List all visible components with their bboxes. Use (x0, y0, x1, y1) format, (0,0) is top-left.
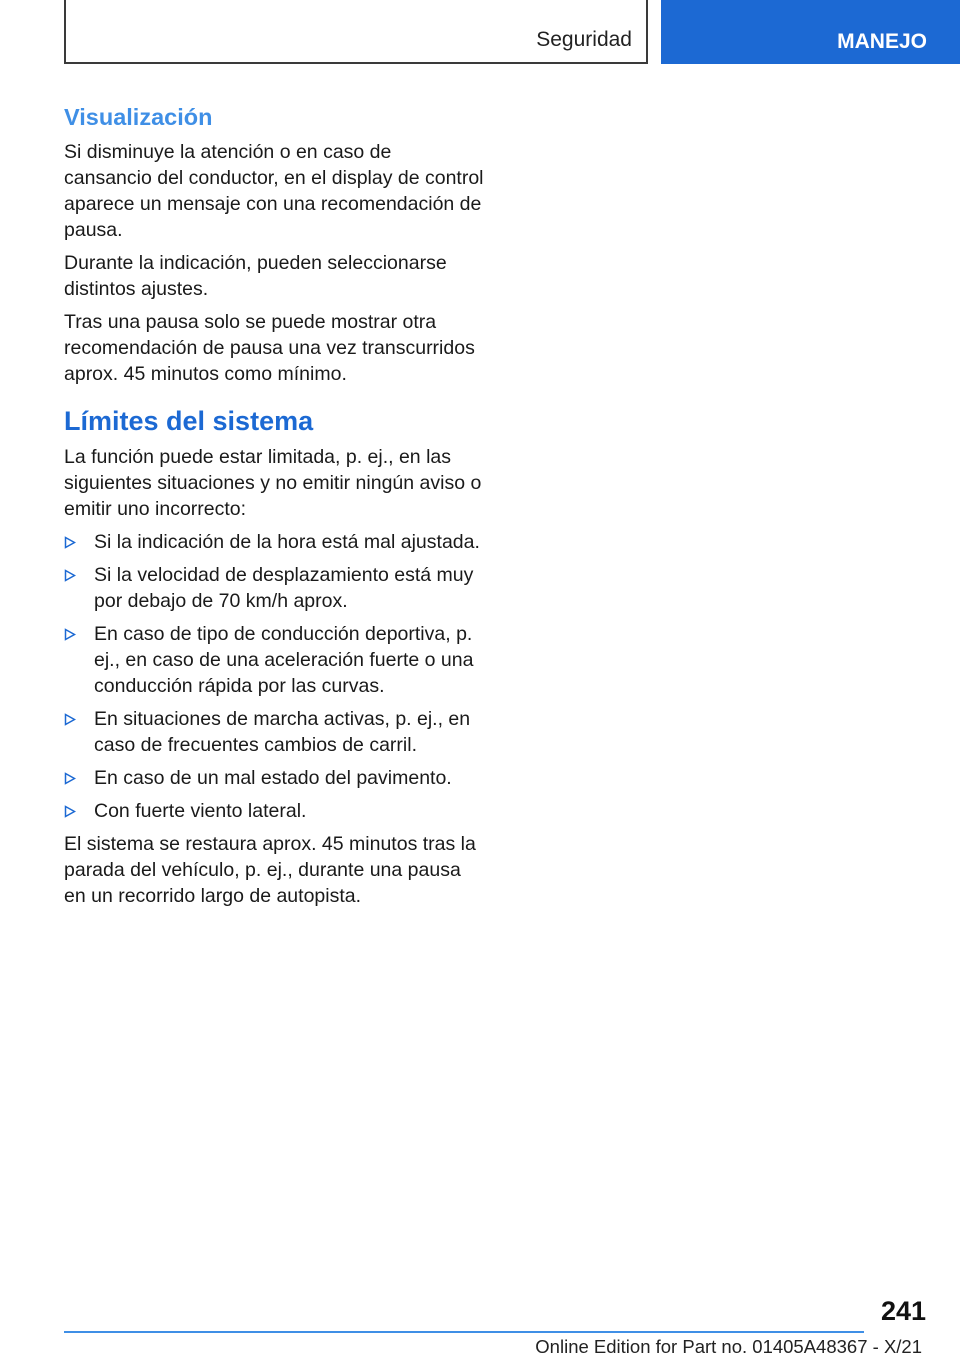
header-chapter-tab[interactable] (661, 0, 960, 64)
section-heading-visualizacion: Visualización (64, 104, 213, 130)
limitations-list (64, 529, 484, 824)
triangle-bullet-icon (64, 531, 78, 553)
list-item-text: En caso de tipo de conducción deportiva, p. ej., en caso de una aceleración fuerte o una conducción rápida por las curvas. (94, 623, 474, 697)
main-content (64, 100, 484, 916)
page-number: 241 (880, 1296, 926, 1326)
list-item (64, 621, 484, 699)
list-item (64, 798, 484, 824)
header-chapter-label: MANEJO (837, 30, 927, 53)
list-item (64, 765, 484, 791)
list-item (64, 562, 484, 614)
triangle-bullet-icon (64, 564, 78, 586)
list-item-text: Con fuerte viento lateral. (94, 800, 307, 822)
paragraph-intro: La función puede estar limitada, p. ej., en las siguientes situaciones y no emitir ningún aviso o emitir uno incorrecto: (64, 446, 482, 520)
paragraph: Si disminuye la atención o en caso de cansancio del conductor, en el display de control aparece un mensaje con una recomendación de pausa. (64, 141, 484, 241)
list-item (64, 706, 484, 758)
triangle-bullet-icon (64, 800, 78, 822)
header-section-box (64, 0, 648, 64)
section-heading-limites: Límites del sistema (64, 406, 314, 436)
footer-divider (64, 1331, 864, 1333)
triangle-bullet-icon (64, 767, 78, 789)
footer-edition-link[interactable]: Online Edition for Part no. 01405A48367 - X/21 (535, 1336, 922, 1357)
list-item-text: En caso de un mal estado del pavimento. (94, 767, 452, 789)
paragraph-outro: El sistema se restaura aprox. 45 minutos tras la parada del vehículo, p. ej., durante una pausa en un recorrido largo de autopista. (64, 833, 476, 907)
triangle-bullet-icon (64, 708, 78, 730)
paragraph: Durante la indicación, pueden seleccionarse distintos ajustes. (64, 252, 447, 300)
paragraph: Tras una pausa solo se puede mostrar otra recomendación de pausa una vez transcurridos aprox. 45 minutos como mínimo. (64, 311, 475, 385)
list-item-text: En situaciones de marcha activas, p. ej., en caso de frecuentes cambios de carril. (94, 708, 471, 756)
list-item (64, 529, 484, 555)
header-section-title: Seguridad (536, 28, 632, 51)
triangle-bullet-icon (64, 623, 78, 645)
list-item-text: Si la indicación de la hora está mal ajustada. (94, 531, 480, 553)
list-item-text: Si la velocidad de desplazamiento está muy por debajo de 70 km/h aprox. (94, 564, 474, 612)
